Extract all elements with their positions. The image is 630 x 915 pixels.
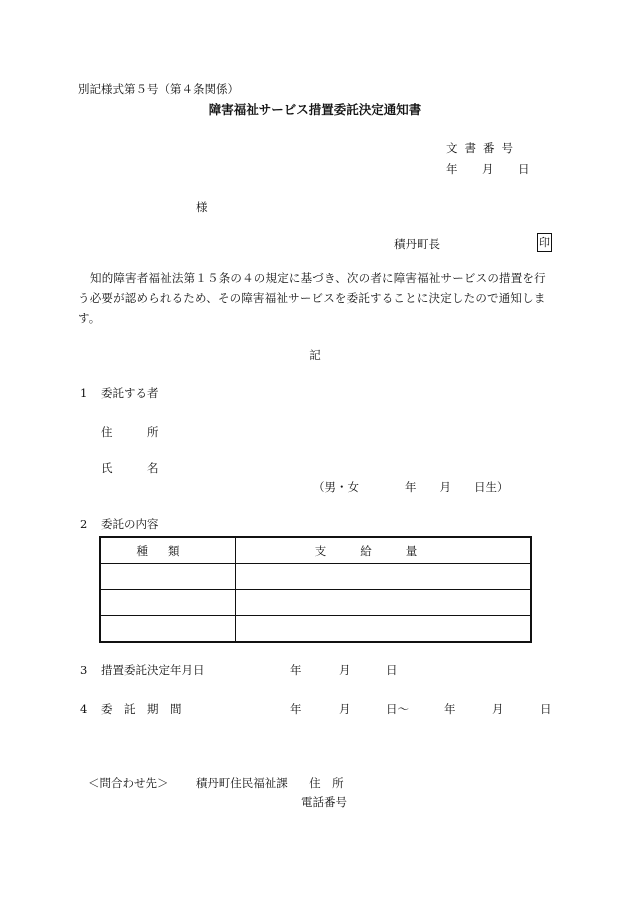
period-to-year: 年 xyxy=(444,702,456,716)
decision-date-month: 月 xyxy=(339,663,351,677)
address-label-second: 所 xyxy=(147,425,159,439)
form-number: 別記様式第５号（第４条関係） xyxy=(78,82,239,96)
section4-number: 4 xyxy=(80,702,88,716)
issue-date-year: 年 xyxy=(446,162,458,176)
contact-label: ＜問合わせ先＞ xyxy=(88,776,169,790)
section2-number: 2 xyxy=(80,517,88,531)
header-amount: 支給量 xyxy=(236,537,532,564)
address-label-first: 住 xyxy=(101,425,113,439)
issue-date-day: 日 xyxy=(518,162,530,176)
section4-label: 委 託 期 間 xyxy=(101,702,182,716)
section3-label: 措置委託決定年月日 xyxy=(101,663,205,677)
table-header-row xyxy=(100,537,531,564)
addressee-suffix: 様 xyxy=(196,200,208,214)
name-label xyxy=(101,463,159,475)
period-from-month: 月 xyxy=(339,702,351,716)
period-from-day: 日～ xyxy=(386,702,409,716)
period-from-year: 年 xyxy=(290,702,302,716)
period-to-day: 日 xyxy=(540,702,552,716)
header-type: 種類 xyxy=(100,537,236,564)
section3-number: 3 xyxy=(80,663,88,677)
table-row xyxy=(100,564,531,590)
name-label-first: 氏 xyxy=(101,461,113,475)
table-cell[interactable] xyxy=(100,564,236,590)
contact-phone-label: 電話番号 xyxy=(301,795,347,809)
table-cell[interactable] xyxy=(236,590,532,616)
seal-mark: 印 xyxy=(537,233,552,252)
table-cell[interactable] xyxy=(100,616,236,643)
address-label xyxy=(101,427,159,439)
document-number-label: 文書番号 xyxy=(446,141,520,155)
section1-label: 委託する者 xyxy=(101,386,159,400)
issue-date xyxy=(446,164,530,176)
section1-number: 1 xyxy=(80,386,88,400)
issue-date-month: 月 xyxy=(482,162,494,176)
table-cell[interactable] xyxy=(236,616,532,643)
period-to-month: 月 xyxy=(492,702,504,716)
sender-name: 積丹町長 xyxy=(394,237,440,251)
table-row xyxy=(100,590,531,616)
notice-body-text: 知的障害者福祉法第１５条の４の規定に基づき、次の者に障害福祉サービスの措置を行う必要が認められるため、その障害福祉サービスを委託することに決定したので通知します。 xyxy=(78,271,546,325)
section2-label: 委託の内容 xyxy=(101,517,159,531)
ki-heading: 記 xyxy=(309,348,321,362)
decision-date-day: 日 xyxy=(386,663,398,677)
gender-birthdate: （男・女 年 月 日生） xyxy=(313,480,509,494)
decision-date-year: 年 xyxy=(290,663,302,677)
table-cell[interactable] xyxy=(100,590,236,616)
document-title: 障害福祉サービス措置委託決定通知書 xyxy=(208,102,422,117)
name-label-second: 名 xyxy=(147,461,159,475)
table-row xyxy=(100,616,531,643)
table-cell[interactable] xyxy=(236,564,532,590)
service-content-table xyxy=(99,536,532,643)
contact-address-label: 住 所 xyxy=(309,776,344,790)
contact-department: 積丹町住民福祉課 xyxy=(195,776,288,790)
contact-line xyxy=(88,778,344,790)
